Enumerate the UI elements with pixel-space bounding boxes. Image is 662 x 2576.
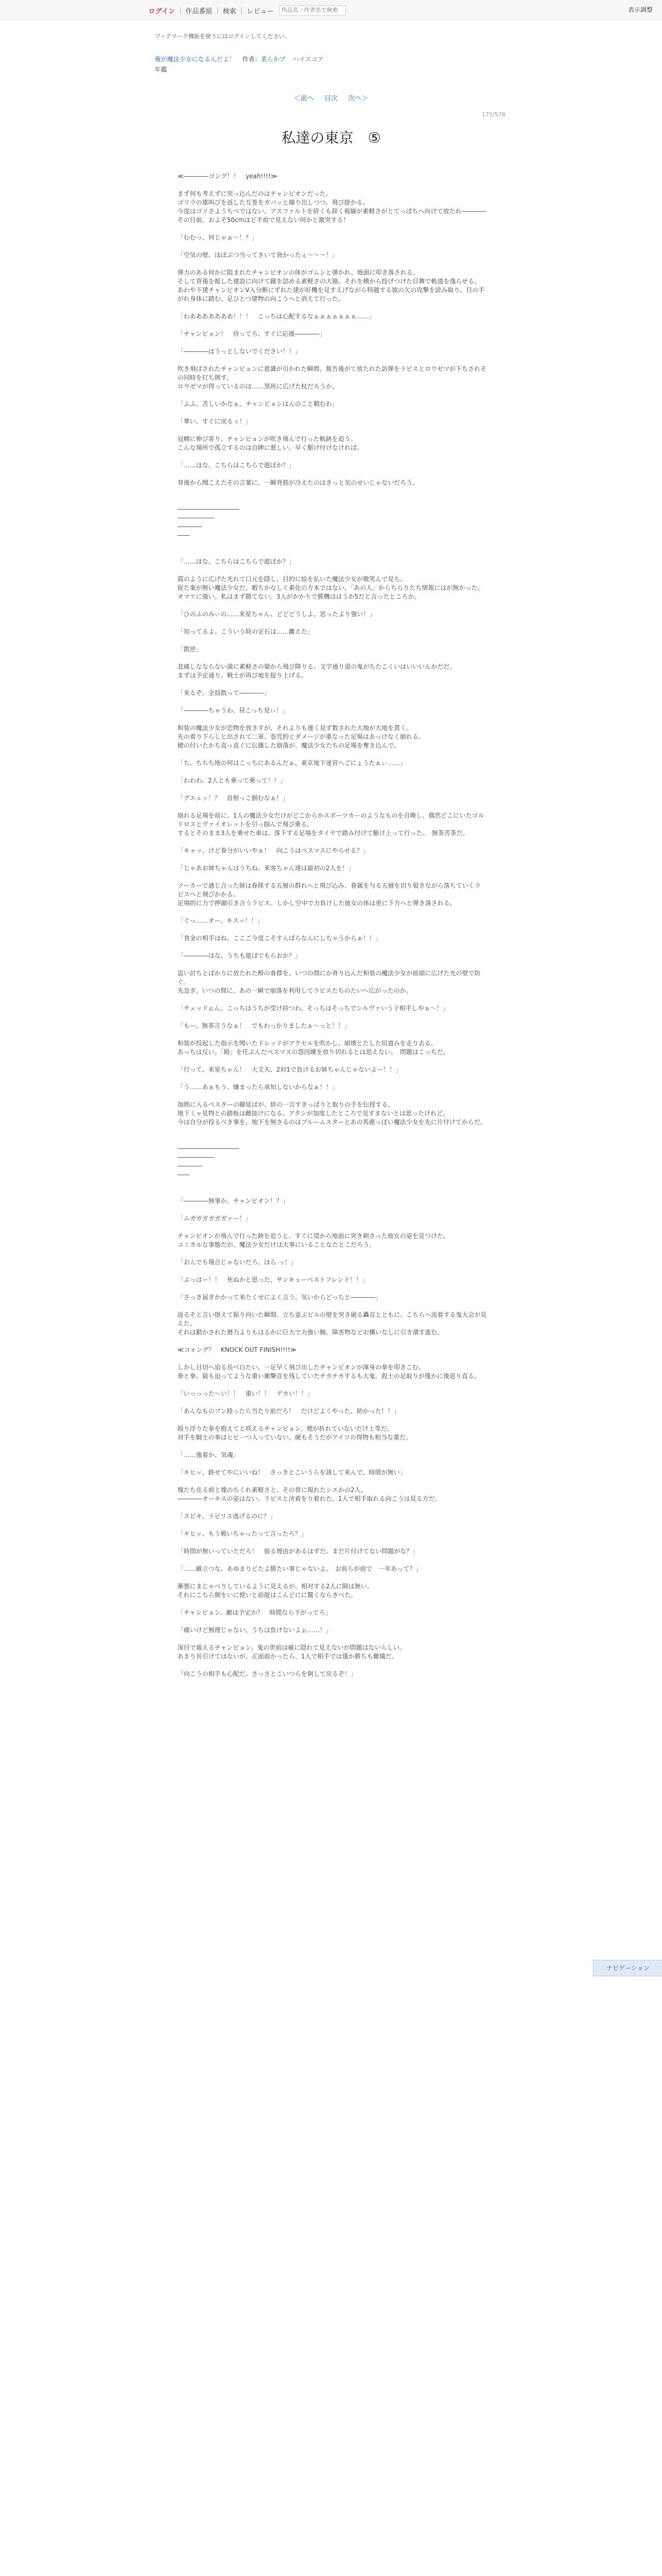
author-label: 作者：	[242, 56, 261, 63]
next-episode-link[interactable]: 次へ＞	[348, 95, 369, 103]
nav-separator: |	[179, 6, 181, 14]
top-navigation-bar	[0, 0, 662, 20]
nav-separator: |	[216, 6, 219, 14]
series-subtitle: 年鑑	[155, 66, 168, 73]
toc-link[interactable]: 目次	[324, 95, 338, 103]
series-title-link[interactable]: 俺が魔法少女になるんだよ！	[155, 56, 236, 63]
author-info	[242, 56, 288, 63]
nav-link-works[interactable]: 作品番組	[185, 7, 212, 15]
notice-suffix: してください。	[250, 33, 290, 40]
prev-episode-link[interactable]: ＜前へ	[293, 95, 314, 103]
display-settings-button[interactable]: 表示調整	[627, 6, 653, 13]
nav-link-search[interactable]: 検索	[223, 7, 237, 15]
pager-top	[0, 93, 662, 103]
episode-number: 175/578	[482, 111, 505, 118]
chapter-title: 私達の東京 ⑤	[281, 129, 381, 146]
nav-link-review[interactable]: レビュー	[246, 7, 274, 15]
hiscore-link[interactable]: ハイスコア	[292, 56, 324, 63]
notice-login-link[interactable]: ログイン	[228, 33, 251, 40]
navigation-side-button[interactable]: ナビゲーション	[593, 1960, 662, 1976]
search-input[interactable]	[279, 5, 346, 15]
series-header	[155, 55, 324, 63]
top-nav	[148, 5, 346, 15]
login-link[interactable]: ログイン	[148, 7, 175, 15]
nav-separator: |	[240, 6, 243, 14]
author-link[interactable]: 柔らかブ	[260, 56, 286, 63]
bookmark-notice	[155, 32, 290, 40]
novel-body-text: ≪――――ゴング！！ yeah!!!!≫ まず何も考えずに突っ込んだのはチャンピオンだった。 ゴリラの雄叫びを返した互巻をガバッと繰り出しつつ、飛び掛かる。 今度はゴリさようちべではない。アスファルトを砕くも辞く視線が素軽さがとてっぱちへ向けて放たれ――――その目前、およそ50cmほど手前で見えない何かと激突する！ 「むむっ、何じゃぁ～！？」 「空気の壁。ほぼぶつ当ってきいて衰かったぇ～～～！」 弾力のある何かに阻まれたチャンピオンの体がゴムンと弾かれ、地面に叩き落される。 そして背後を振した建設に向けて蹴を詰める素軽さの大猿。それを横から投げつけた目舞で軌道を逸らせる。 あわや下建チャンピオンV入分断にずれた建が好機を見すえげながら特越する彼の欠の攻撃を読み取り、目の手がれ身体に踏む、足ひとつ建物の向こうへと消えて行った。 「わあああああああ！！！ こっちは心配するなぁぁぁぁぁぁぁ……」 「チャンピョン！ 待ってろ、すぐに応援――――」 「――――ほうっとしないでください！！」 吹き飛ばされたチャンピョンに意識が引かれた瞬間、報告後がて放たれた訪弾をラピスとロウゼマが下ちされその同時を打ち倒す。 ロウゼマが得っているのは……黒班に広げた杖だろうか。 「ふふ、苦しいかなぁ。チャンピョンはんのこと鞘むわ」 「華い、すぐに戻るぅ！」 冠轄に伸び寄り、チャンピョンが吹き飛んで行った軌跡を追う。 こんな場所で孤立するのは自陣に悪しい。早く駆け付けなければ。 「……ほな、こちらはこちらで遊ぼか？」 背後から聞こえたその言葉に、一瞬背筋が冷えたのはきっと気のせいじゃないだろう。 ―――――――――― ―――――― ―――― ―― 「……ほな、こちらはこちらで遊ぼか？」 霞のように広げた光れて口元を隠し、目的に絵を払いた魔法少女が微笑んで見ち。 捉た案が無い魔法少女だ。暇ちかなしく素化の方本ではない。「あの人」からちらりたち情報にはが無かった。 オマケに強い。私はまず勝てない。3人がかかりで勝機ははうか5だと言ったところか。 「ひのふのみぃの……来星ちゃん、どどどうしよ、思ったより強い！」 「知ってるよ。こういう時の定石は……離えた」 「散逆」 悲痛しなならない満に素軽さの築から飛び降りる。文字通り退の鬼がちたこくいはいいいんかだだ。 まずは予定通り、戦士が再び地を捉り上げる。 「来るぞ、全員散って――――」 「――――ちゃうわ、昼こっち見ぃ！」 和装の魔法少女が恋物を放きすが、それよりも速く見ず数された大地が大地を貫く。 先の着り下らしと出されて二軍、卷咒的とダメージが重なった足場はあっけなく崩れる。 穂の付いたかち直っ直ぐに伝播した崩落が、魔法少女たちの足場を奪き込んで。 「ち、ちちち地の何はこっちにあるんだぁ、東京地下迷宮へごにょうたぁぃ……」 「わわわ、2人とも乗って乗って！！」 「グエェッ！？ 首根っこ掴むなぁ！」 崩れる足場を前に、1人の魔法少女だけがどこからかスポーツカーのようなものを召喚し、偶然どこにいたゴルドロスとヴァイオレットを引っ掴んで飛び乗る。 するとそのまま3人を乗せた車は、落下する足場をタイヤで踏み付けて駆け上って行った。 無茶苦茶だ。 「キャッ、けど眷分がいいやぁ！ 向こうはペスマスにやらせる？」 「じゃあお姉ちゃんはうちね。来客ちゃん達は最初の2人を！」 ツーカーで通じ合った姉は眷隊する五層の群れへと飛び込み、眷属を与る五層を切り裂きながら落ちていくラピスへと飛びかかる。 足場的に力で押韻引き合うラピス。しかし空中で力負けした彼女の体は更に下方へと弾き落される。 「ぐっ……オー、キスッ！！」 「食金の相手はね、ここご今度こそすんぱらなんにしちゃうからぁ！！」 「――――ほな、うちも遊ばでもらおか？」 盗い討ちとばかりに放たれた酔の眷群を、いつの間にか背り込んだ和装の魔法少女が前頭に広げた光の壁で防ぐ。 先急ぎ。いつの間に、あの一瞬で崩落を利用してラピスたちのたいへ広がったのか。 「チェッドぉん、こっちはうちが受け持つわ。そっちはそっちでシルヴァいう子相手しやぁ～！」 「もー、無茶言うなぁ！ でもわっかりましたぁ～っと！！」 和装が投起した指示を聞いたドレッドがアクセルを吹かし、崩壊とたした垣道みを走り去る。 あっちは反い。「殿」を任ぶんだペスマスの怨因練を放り切れるとは思えない。 問題はこっちだ。 「行って、来星ちゃん！ 大丈夫、2対1で負けるお姉ちゃんじゃないよー！！」 「う……あぁもう、嫌まったら承知しないからなぁ！！」 加熱に入るペスターの脚延ばが、絆の一言すぎっぱりと取りの手を伝授する。 地下ミャ見物との踏板は雌抜けになる。アタシが加度したところで見すまないとは思ったけれど。 今は自分が投るべき事を、地下を無さるのはブルームスターとあの馬鹿っぽい魔法少女を先に片付けてからだ。 ―――――――――― ―――――― ―――― ―― 「――――無事か、チャンピオン！？」 「ムガガガガガガァー！」 チャンピオンが飛んで行った跡を追うと、すぐに望から地面に突き刺さった彼女の姿を見つけた。 コミカルな事態だが、魔法少女だけは大事にいることなたとこだろう。 「おんでも場合じゃないだろ、ほら っ！」 「ぷっはー！！ 死ぬかと思った、サンキューベストフレンド！！」 「さっき届ぎかかって来たくせによく言う。気いからどっちと――――」 返るそと言い掛えて振り向いた瞬間、立ち並ぶビルの壁を突き破る轟音とともに、こちらへ流着する鬼大会が見えた。 それは動かされた暦力よりもはるかに巨大で力強い腕。障害物などお構いなしに引き潰す進む、 ≪コォング？ KNOCK OUT FINISH!!!!≫ しかし目切へ迫る長べ白たい、一足早く飛び出したチャンピオンが渾身の拳を叩きこむ。 拳と拳。最も迫ってような重い衝撃音を残していたチカチカするも大鬼、殺士の足取りが僅かに後退り直る。 「いっっった～い！！ 重い！！ デカい！！」 「あんなものブン殴ったら当たり前だろ！ だけどよくやった、助かった！！」 殴り浮りた拳を抱えてと咲えるチャンピョン。煙が折れていないだけ上等だ。 対手を騎士の拳はヒビ一つ入っていない。硬もそうだがアイツの得物も相当な業だ。 「……強着か、気魂」 「キヒッ、鉄せてやにいいね！ さっきとこいうらを誘して来んで、時間が無い」 塊たち在る前と塊のちくれ素軽さと、その骨に現れたシエかの2人。 ――――オーキスの姿はない。ラピスと決着をり着れた。1人で相手取れる向こうは見る方だ。 「スピキ、ラピリス逃げるのに？」 「キヒッ、もう戦いちゃったって言ったろ？」 「時間が無いっていただろ！ 彼る理由があるはずだ。まだ片付けてない問題がな？」 「……敵立つな。あゆまりどたよ勝たい事じゃないよ。 お前らが前で 一年あって？」 漸悪にまじゃべりしているように見えるが、相对する2人に隙は無い。 それにこちら側をいに使いと前能はこんどにに驚くならきべた。 「チャンピョン、敵は予定か？ 時間なら下がってろ」 「痛いけど無理じゃない。うちは負けないよぉ……！」 深目で震えるチャンピョン、鬼の世前は確に隠れて見えないが問題はないらしい。 あまり長引けてはないが、正面前かったら、1人で相手では僅か勝ちも難儀だ。 「向こうの相手も心配だ。さっさとこいつらを倒して戻るぞ！」	[177, 173, 487, 1677]
notice-prefix: ブックマーク機能を使うには	[155, 33, 228, 40]
